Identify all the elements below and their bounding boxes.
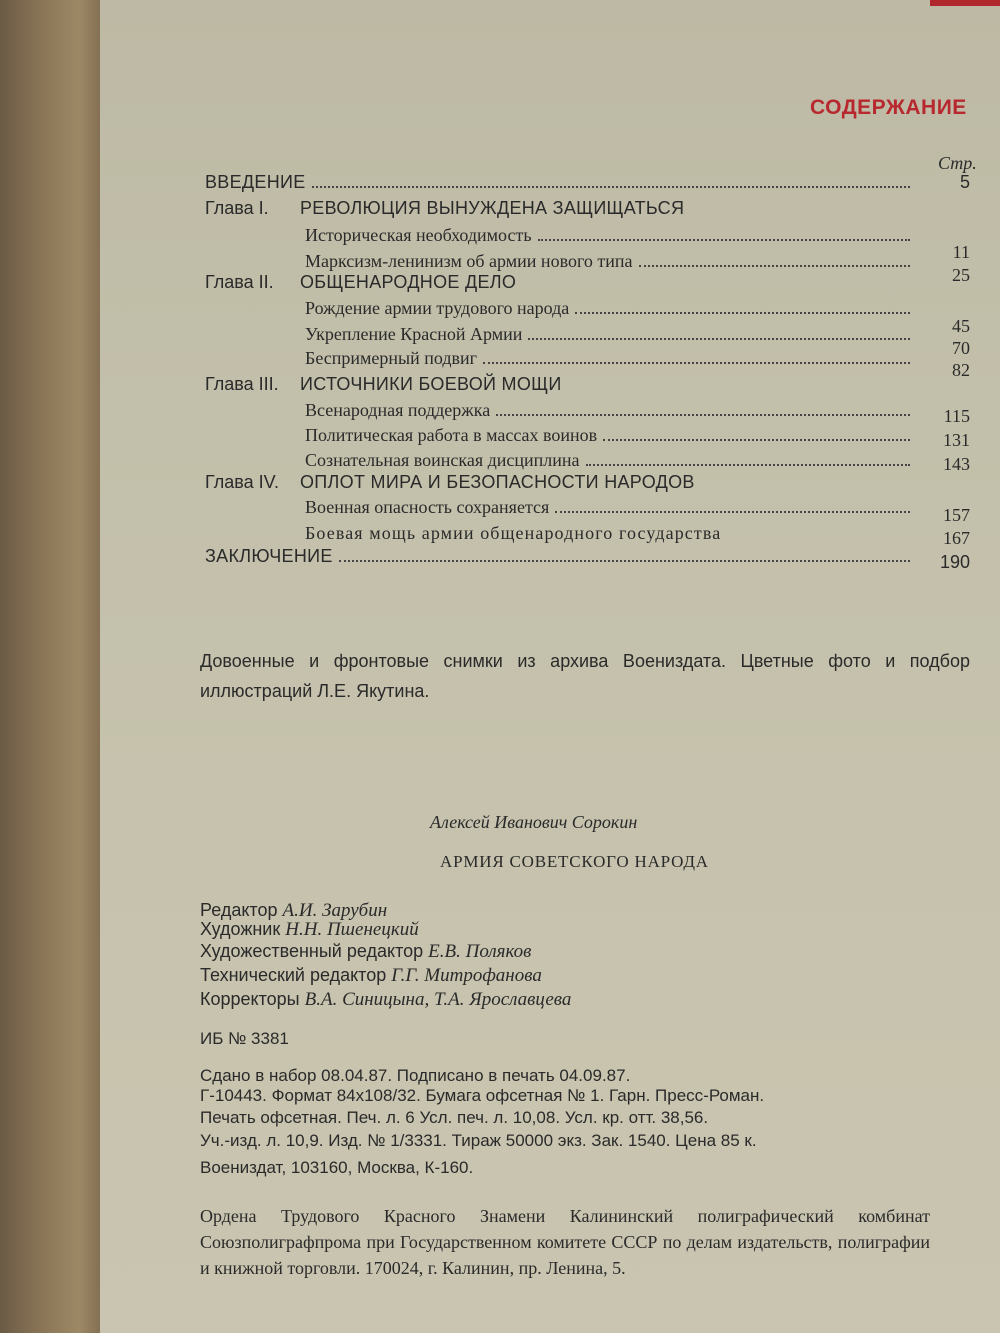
toc-page: 157 <box>943 505 970 525</box>
toc-page: 82 <box>952 360 970 380</box>
toc-entry: ВВЕДЕНИЕ 5 <box>205 172 970 192</box>
dot-leader <box>603 439 910 441</box>
staff-line: Художник Н.Н. Пшенецкий <box>200 919 419 940</box>
toc-entry: Укрепление Красной Армии <box>305 324 970 348</box>
imprint-line: Сдано в набор 08.04.87. Подписано в печать 04.09.87. <box>200 1066 631 1085</box>
dot-leader <box>496 414 910 416</box>
toc-page: 131 <box>943 430 970 450</box>
dot-leader <box>483 362 910 364</box>
imprint-line: Печать офсетная. Печ. л. 6 Усл. печ. л. 10,08. Усл. кр. отт. 38,56. <box>200 1108 709 1127</box>
toc-page: 11 <box>952 242 970 262</box>
toc-page: 70 <box>952 338 970 358</box>
photo-credit-note: Довоенные и фронтовые снимки из архива Воениздата. Цветные фото и подбор иллюстраций Л.Е. Якутина. <box>200 651 970 701</box>
imprint-line: Г-10443. Формат 84x108/32. Бумага офсетная № 1. Гарн. Пресс-Роман. <box>200 1086 765 1105</box>
toc-page: 167 <box>943 528 970 548</box>
toc-chapter: Глава IV. ОПЛОТ МИРА И БЕЗОПАСНОСТИ НАРОДОВ <box>205 472 695 492</box>
dot-leader <box>312 186 910 188</box>
staff-line: Художественный редактор Е.В. Поляков <box>200 941 532 962</box>
toc-entry: ЗАКЛЮЧЕНИЕ 190 <box>205 546 970 572</box>
toc-chapter: Глава III. ИСТОЧНИКИ БОЕВОЙ МОЩИ <box>205 374 562 394</box>
toc-chapter: Глава II. ОБЩЕНАРОДНОЕ ДЕЛО <box>205 272 517 292</box>
toc-entry: Всенародная поддержка <box>305 400 970 424</box>
toc-entry: Историческая необходимость <box>305 225 970 249</box>
staff-line: Технический редактор Г.Г. Митрофанова <box>200 965 542 986</box>
toc-page: 45 <box>952 316 970 336</box>
toc-chapter: Глава I. РЕВОЛЮЦИЯ ВЫНУЖДЕНА ЗАЩИЩАТЬСЯ <box>205 198 685 218</box>
toc-entry: Сознательная воинская дисциплина <box>305 450 970 474</box>
dot-leader <box>575 312 910 314</box>
dot-leader <box>538 239 910 241</box>
toc-title: СОДЕРЖАНИЕ <box>810 96 967 119</box>
toc-page-column-label: Стр. <box>938 153 977 173</box>
toc-entry: Беспримерный подвиг <box>305 348 970 372</box>
imprint-line: Воениздат, 103160, Москва, К-160. <box>200 1158 474 1177</box>
dot-leader <box>528 338 910 340</box>
toc-page: 143 <box>943 454 970 474</box>
ib-number: ИБ № 3381 <box>200 1029 289 1048</box>
book-spine-shadow <box>0 0 105 1333</box>
toc-entry: Марксизм-ленинизм об армии нового типа <box>305 251 970 275</box>
toc-entry: Политическая работа в массах воинов <box>305 425 970 449</box>
toc-entry: Боевая мощь армии общенародного государства <box>305 523 722 543</box>
printer-info: Ордена Трудового Красного Знамени Калининский полиграфический комбинат Союзполиграфпрома при Государственном комитете СССР по делам издательств, полиграфии и книжной торговли. 170024, г. Калинин, пр. Ленина, 5. <box>200 1206 930 1278</box>
staff-line: Редактор А.И. Зарубин <box>200 900 388 921</box>
book-title: АРМИЯ СОВЕТСКОГО НАРОДА <box>440 852 709 871</box>
toc-entry: Рождение армии трудового народа <box>305 298 970 322</box>
author-name: Алексей Иванович Сорокин <box>430 812 638 832</box>
toc-page: 115 <box>943 406 970 426</box>
staff-line: Корректоры В.А. Синицына, Т.А. Ярославцева <box>200 989 572 1010</box>
toc-entry: Военная опасность сохраняется <box>305 497 970 521</box>
imprint-line: Уч.-изд. л. 10,9. Изд. № 1/3331. Тираж 50000 экз. Зак. 1540. Цена 85 к. <box>200 1131 757 1150</box>
dot-leader <box>555 511 910 513</box>
dot-leader <box>586 464 910 466</box>
toc-page: 25 <box>952 265 970 285</box>
dot-leader <box>639 265 911 267</box>
dot-leader <box>339 560 910 562</box>
red-cover-edge <box>930 0 1000 6</box>
